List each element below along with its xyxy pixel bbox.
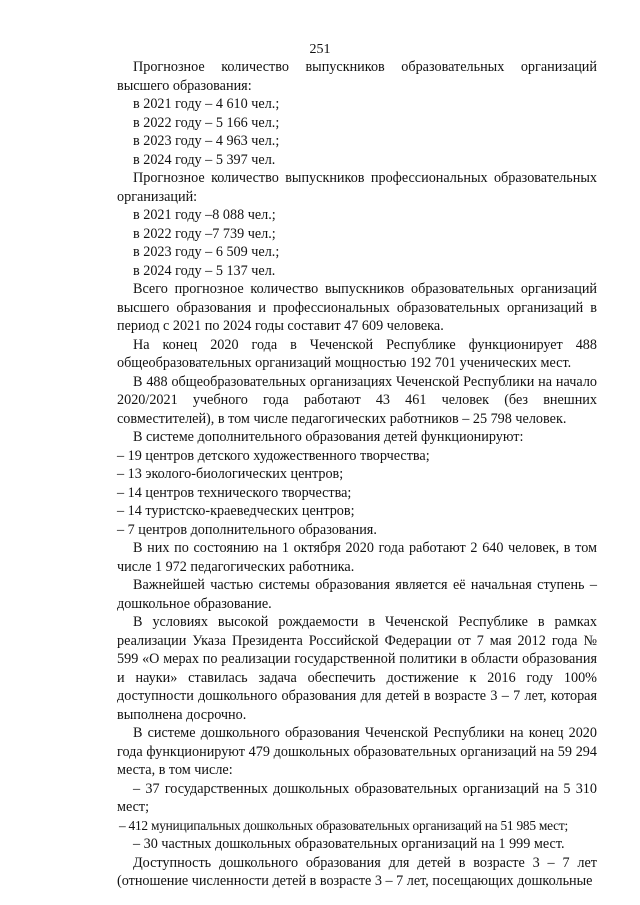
list-item: – 14 туристско-краеведческих центров; <box>117 503 355 519</box>
list-item: в 2022 году –7 739 чел.; <box>133 225 276 242</box>
list-item: в 2021 году – 4 610 чел.; <box>133 96 280 112</box>
paragraph: В 488 общеобразовательных организациях Чеченской Республики на начало 2020/2021 учебного года работают 43 461 человек (без внешних совместителей), в том числе педагогических работников – 25 798 человек. <box>117 373 597 427</box>
list-item: в 2023 году – 4 963 чел.; <box>133 133 280 149</box>
paragraph: В условиях высокой рождаемости в Чеченской Республике в рамках реализации Указа Президента Российской Федерации от 7 мая 2012 года № 599 «О мерах по реализации государственной политики в области образования и науки» ставилась задача обеспечить достижение к 2016 году 100% доступности дошкольного образования для детей в возрасте 3 – 7 лет, которая выполнена досрочно. <box>117 614 597 723</box>
list-item: – 14 центров технического творчества; <box>117 484 352 501</box>
paragraph: Прогнозное количество выпускников образовательных организаций высшего образования: <box>117 59 597 94</box>
list-item: – 412 муниципальных дошкольных образовательных организаций на 51 985 мест; <box>119 817 568 833</box>
paragraph: На конец 2020 года в Чеченской Республике функционирует 488 общеобразовательных организаций мощностью 192 701 ученических мест. <box>117 336 597 371</box>
paragraph: Всего прогнозное количество выпускников образовательных организаций высшего образования и профессиональных образовательных организаций в период с 2021 по 2024 годы составит 47 609 человека. <box>117 281 597 334</box>
list-item: в 2023 году – 6 509 чел.; <box>133 244 280 260</box>
list-item: – 7 центров дополнительного образования. <box>117 521 377 538</box>
list-item: в 2021 году –8 088 чел.; <box>133 207 276 223</box>
list-item: – 19 центров детского художественного творчества; <box>117 447 430 464</box>
paragraph: Важнейшей частью системы образования является её начальная ступень – дошкольное образование. <box>117 577 597 612</box>
paragraph: В системе дошкольного образования Чеченской Республики на конец 2020 года функционируют 479 дошкольных образовательных организаций на 59 294 места, в том числе: <box>117 725 597 778</box>
list-item: – 30 частных дошкольных образовательных организаций на 1 999 мест. <box>133 836 565 852</box>
list-item: – 37 государственных дошкольных образовательных организаций на 5 310 мест; <box>117 780 597 815</box>
list-item: в 2024 году – 5 137 чел. <box>133 262 276 279</box>
list-item: – 13 эколого-биологических центров; <box>117 466 344 482</box>
paragraph: Доступность дошкольного образования для детей в возрасте 3 – 7 лет (отношение численности детей в возрасте 3 – 7 лет, посещающих дошкольные <box>117 854 597 889</box>
list-item: в 2024 году – 5 397 чел. <box>133 151 276 168</box>
page-number: 251 <box>309 42 331 57</box>
list-item: в 2022 году – 5 166 чел.; <box>133 114 280 131</box>
page-body <box>117 58 597 891</box>
paragraph: В них по состоянию на 1 октября 2020 года работают 2 640 человек, в том числе 1 972 педагогических работника. <box>117 540 597 575</box>
paragraph: Прогнозное количество выпускников профессиональных образовательных организаций: <box>117 170 597 205</box>
paragraph: В системе дополнительного образования детей функционируют: <box>133 429 524 445</box>
